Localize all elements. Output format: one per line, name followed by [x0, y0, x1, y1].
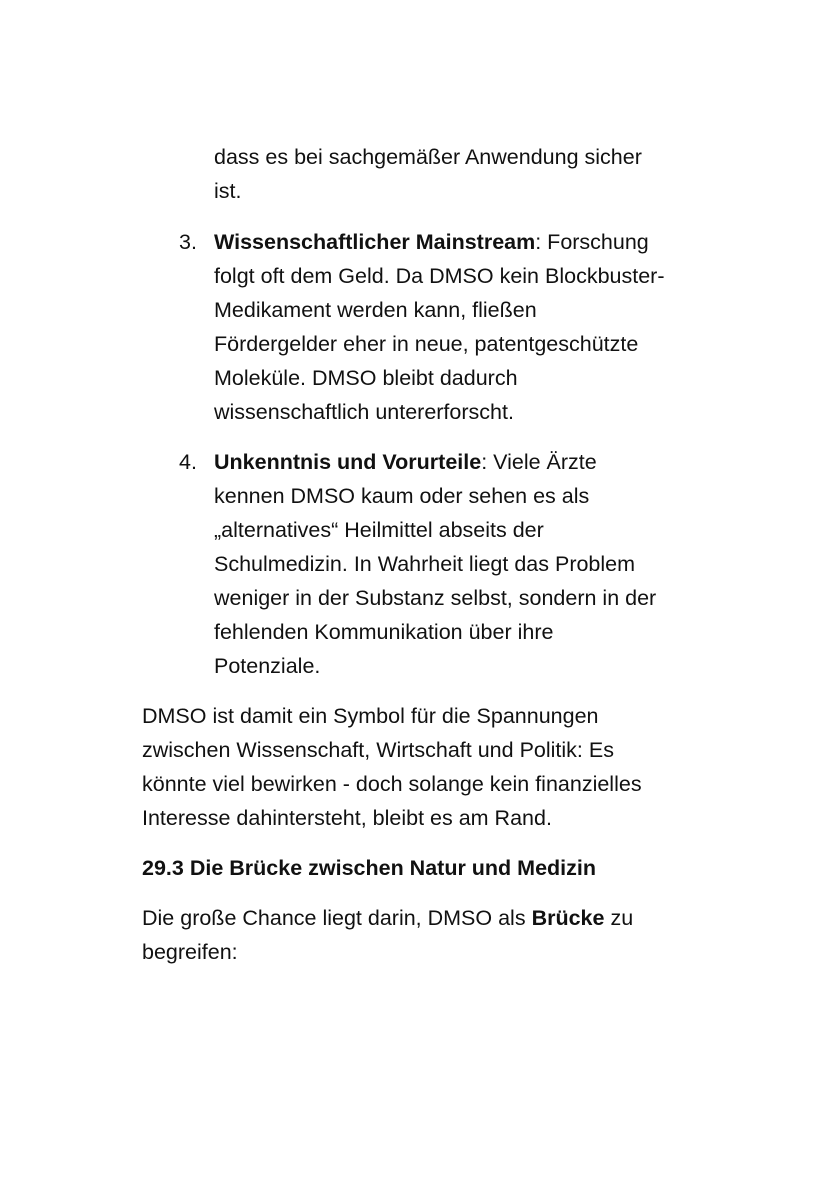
intro-bold-term: Brücke: [531, 906, 605, 930]
list-item-line: folgt oft dem Geld. Da DMSO kein Blockbuster-: [214, 264, 665, 288]
list-item-line: kennen DMSO kaum oder sehen es als: [214, 484, 590, 508]
continuation-line-1: dass es bei sachgemäßer Anwendung sicher: [214, 145, 642, 169]
list-item-term: Unkenntnis und Vorurteile: [214, 450, 482, 474]
list-item-line: weniger in der Substanz selbst, sondern in der: [214, 586, 657, 610]
list-item-term: Wissenschaftlicher Mainstream: [214, 230, 536, 254]
list-item-first-line: [214, 445, 597, 479]
list-item-line: fehlenden Kommunikation über ihre: [214, 620, 554, 644]
section-intro-line-2: begreifen:: [142, 940, 238, 964]
list-item-first-line: [214, 225, 649, 259]
section-heading: 29.3 Die Brücke zwischen Natur und Medizin: [142, 856, 596, 880]
paragraph-line: DMSO ist damit ein Symbol für die Spannungen: [142, 704, 599, 728]
list-item-line: Schulmedizin. In Wahrheit liegt das Problem: [214, 552, 636, 576]
list-item-number: 3.: [179, 230, 197, 254]
list-item-line: Potenziale.: [214, 654, 321, 678]
list-item-line: „alternatives“ Heilmittel abseits der: [214, 518, 544, 542]
list-item-line: Moleküle. DMSO bleibt dadurch: [214, 366, 518, 390]
list-item-first-rest: : Forschung: [535, 230, 649, 254]
paragraph-line: Interesse dahintersteht, bleibt es am Rand.: [142, 806, 552, 830]
paragraph-line: zwischen Wissenschaft, Wirtschaft und Politik: Es: [142, 738, 614, 762]
list-item-first-rest: : Viele Ärzte: [481, 450, 597, 474]
paragraph-line: könnte viel bewirken - doch solange kein finanzielles: [142, 772, 642, 796]
intro-before: Die große Chance liegt darin, DMSO als: [142, 906, 532, 930]
list-item-number: 4.: [179, 450, 197, 474]
section-intro-line-1: [142, 901, 633, 935]
continuation-line-2: ist.: [214, 179, 242, 203]
intro-after: zu: [604, 906, 634, 930]
list-item-line: wissenschaftlich untererforscht.: [214, 400, 514, 424]
list-item-line: Medikament werden kann, fließen: [214, 298, 537, 322]
list-item-line: Fördergelder eher in neue, patentgeschützte: [214, 332, 639, 356]
